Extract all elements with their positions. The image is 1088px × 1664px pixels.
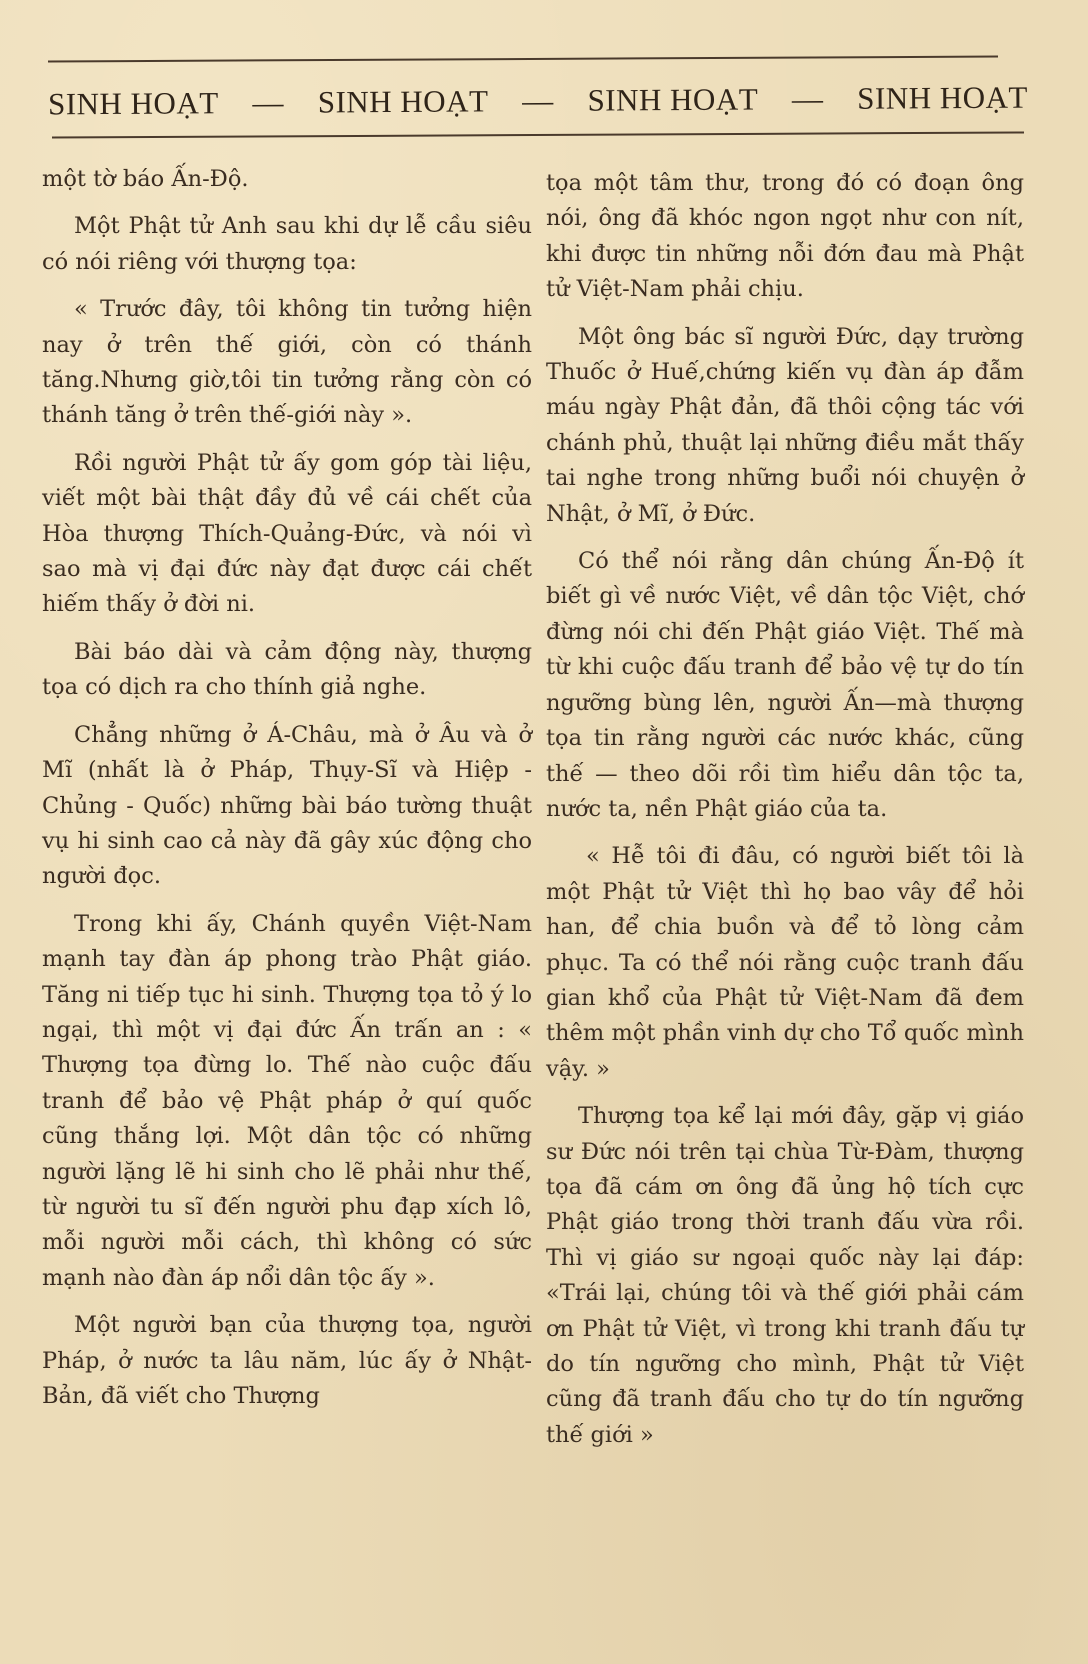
paragraph: Một ông bác sĩ người Đức, dạy trường Thuốc ở Huế,chứng kiến vụ đàn áp đẫm máu ngày Phật đản, đã thôi cộng tác với chánh phủ, thuật lại những điều mắt thấy tai nghe trong những buổi nói chuyện ở Nhật, ở Mĩ, ở Đức. [546, 323, 1024, 527]
paragraph: một tờ báo Ấn-Độ. [42, 166, 249, 192]
paragraph: Bài báo dài và cảm động này, thượng tọa có dịch ra cho thính giả nghe. [42, 638, 532, 701]
header-label: SINH HOẠT [317, 83, 489, 120]
header-separator: — [791, 81, 824, 117]
quote-paragraph: « Trước đây, tôi không tin tưởng hiện nay ở trên thế giới, còn có thánh tăng.Nhưng giờ,tôi tin tưởng rằng còn có thánh tăng ở trên thế-giới này ». [42, 296, 532, 429]
quote-paragraph: « Hễ tôi đi đâu, có người biết tôi là một Phật tử Việt thì họ bao vây để hỏi han, để chia buồn và để tỏ lòng cảm phục. Ta có thể nói rằng cuộc tranh đấu gian khổ của Phật tử Việt-Nam đã đem thêm một phần vinh dự cho Tổ quốc mình vậy. » [546, 843, 1024, 1082]
paragraph: Một Phật tử Anh sau khi dự lễ cầu siêu có nói riêng với thượng tọa: [42, 213, 532, 275]
header-label: SINH HOẠT [587, 81, 759, 118]
paragraph: Trong khi ấy, Chánh quyền Việt-Nam mạnh tay đàn áp phong trào Phật giáo. Tăng ni tiếp tục hi sinh. Thượng tọa tỏ ý lo ngại, thì một vị đại đức Ấn trấn an : « Thượng tọa đừng lo. Thế nào cuộc đấu tranh để bảo vệ Phật pháp ở quí quốc cũng thắng lợi. Một dân tộc có những người lặng lẽ hi sinh cho lẽ phải như thế, từ người tu sĩ đến người phu đạp xích lô, mỗi người mỗi cách, thì không có sức mạnh nào đàn áp nổi dân tộc ấy ». [42, 910, 532, 1291]
paragraph: Thượng tọa kể lại mới đây, gặp vị giáo sư Đức nói trên tại chùa Từ-Đàm, thượng tọa đã cám ơn ông đã ủng hộ tích cực Phật giáo trong thời tranh đấu vừa rồi. Thì vị giáo sư ngoại quốc này lại đáp: «Trái lại, chúng tôi và thế giới phải cám ơn Phật tử Việt, vì trong khi tranh đấu tự do tín ngưỡng cho mình, Phật tử Việt cũng đã tranh đấu cho tự do tín ngưỡng thế giới » [546, 1103, 1024, 1448]
running-header [48, 73, 1028, 130]
right-column [546, 166, 1024, 1465]
header-separator: — [522, 82, 554, 119]
header-label: SINH HOẠT [47, 85, 219, 122]
header-bottom-rule [52, 131, 1024, 138]
header-top-rule [48, 56, 998, 63]
paragraph: tọa một tâm thư, trong đó có đoạn ông nói, ông đã khóc ngon ngọt như con nít, khi được tin những nỗi đớn đau mà Phật tử Việt-Nam phải chịu. [546, 170, 1024, 303]
left-column [42, 162, 532, 1426]
header-separator: — [252, 84, 285, 120]
header-label: SINH HOẠT [857, 79, 1029, 116]
paragraph: Rồi người Phật tử ấy gom góp tài liệu, viết một bài thật đầy đủ về cái chết của Hòa thượng Thích-Quảng-Đức, và nói vì sao mà vị đại đức này đạt được cái chết hiếm thấy ở đời ni. [42, 449, 532, 618]
paragraph: Có thể nói rằng dân chúng Ấn-Độ ít biết gì về nước Việt, về dân tộc Việt, chớ đừng nói chi đến Phật giáo Việt. Thế mà từ khi cuộc đấu tranh để bảo vệ tự do tín ngưỡng bùng lên, người Ấn—mà thượng tọa tin rằng người các nước khác, cũng thế — theo dõi rồi tìm hiểu dân tộc ta, nước ta, nền Phật giáo của ta. [546, 548, 1024, 822]
paragraph: Một người bạn của thượng tọa, người Pháp, ở nước ta lâu năm, lúc ấy ở Nhật-Bản, đã viết cho Thượng [42, 1312, 532, 1409]
paragraph: Chẳng những ở Á-Châu, mà ở Âu và ở Mĩ (nhất là ở Pháp, Thụy-Sĩ và Hiệp - Chủng - Quốc) những bài báo tường thuật vụ hi sinh cao cả này đã gây xúc động cho người đọc. [42, 721, 532, 890]
